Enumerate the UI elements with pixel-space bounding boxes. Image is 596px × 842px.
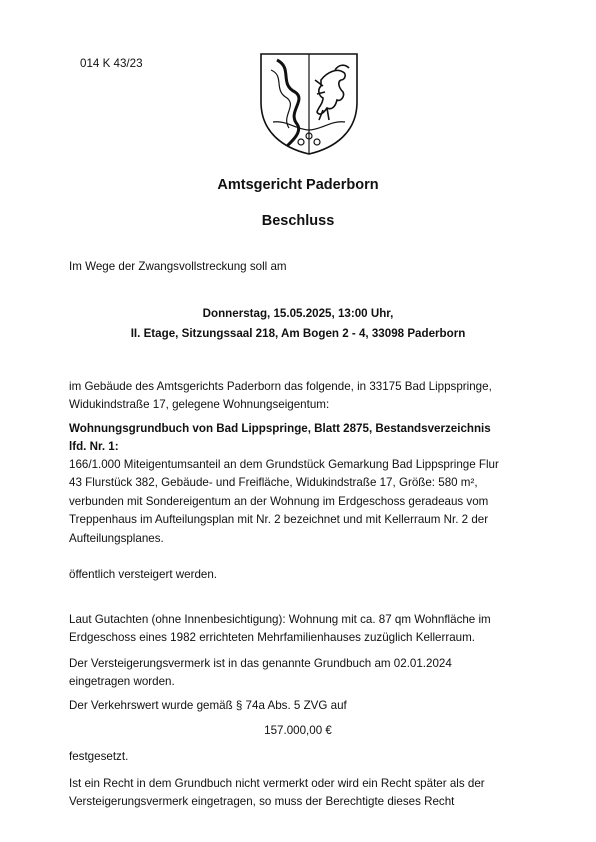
text-line: verbunden mit Sondereigentum an der Wohnung im Erdgeschoss geradeaus vom [69,494,489,508]
text-line: im Gebäude des Amtsgerichts Paderborn das folgende, in 33175 Bad Lippspringe, [69,380,492,393]
text-line: Aufteilungsplanes. [69,531,164,545]
appraisal-text [69,611,491,648]
text-line: Erdgeschoss eines 1982 errichteten Mehrfamilienhauses zuzüglich Kellerraum. [69,631,475,645]
intro-text: Im Wege der Zwangsvollstreckung soll am [69,260,287,273]
auction-note: öffentlich versteigert werden. [69,568,218,581]
court-title: Amtsgericht Paderborn [217,177,379,193]
text-line: 43 Flurstück 382, Gebäude- und Freifläche, Widukindstraße 17, Größe: 580 m², [69,476,478,490]
text-line: Versteigerungsvermerk eingetragen, so muss der Berechtigte dieses Recht [69,795,455,809]
text-line: Ist ein Recht in dem Grundbuch nicht vermerkt oder wird ein Recht später als der [69,777,485,790]
rights-text [69,775,485,812]
register-note [69,655,452,692]
document-type: Beschluss [261,213,335,229]
text-line: lfd. Nr. 1: [69,440,119,454]
value-intro: Der Verkehrswert wurde gemäß § 74a Abs. 5 ZVG auf [69,699,347,712]
auction-date: Donnerstag, 15.05.2025, 13:00 Uhr, [202,307,394,320]
text-line: Laut Gutachten (ohne Innenbesichtigung): Wohnung mit ca. 87 qm Wohnfläche im [69,613,491,626]
text-line: Treppenhaus im Aufteilungsplan mit Nr. 2 bezeichnet und mit Kellerraum Nr. 2 der [69,513,489,527]
file-number: 014 K 43/23 [80,57,143,70]
text-line: Wohnungsgrundbuch von Bad Lippspringe, Blatt 2875, Bestandsverzeichnis [69,422,491,435]
register-heading [69,420,491,457]
auction-location: II. Etage, Sitzungssaal 218, Am Bogen 2 - 4, 33098 Paderborn [130,327,466,340]
text-line: Der Versteigerungsvermerk ist in das genannte Grundbuch am 02.01.2024 [69,657,452,670]
value-outro: festgesetzt. [69,750,129,763]
text-line: eingetragen worden. [69,675,175,689]
building-text [69,378,492,415]
coat-of-arms-emblem [257,50,361,156]
text-line: 166/1.000 Miteigentumsanteil an dem Grundstück Gemarkung Bad Lippspringe Flur [69,458,499,471]
text-line: Widukindstraße 17, gelegene Wohnungseigentum: [69,398,330,412]
market-value: 157.000,00 € [264,724,332,737]
property-description [69,456,499,548]
